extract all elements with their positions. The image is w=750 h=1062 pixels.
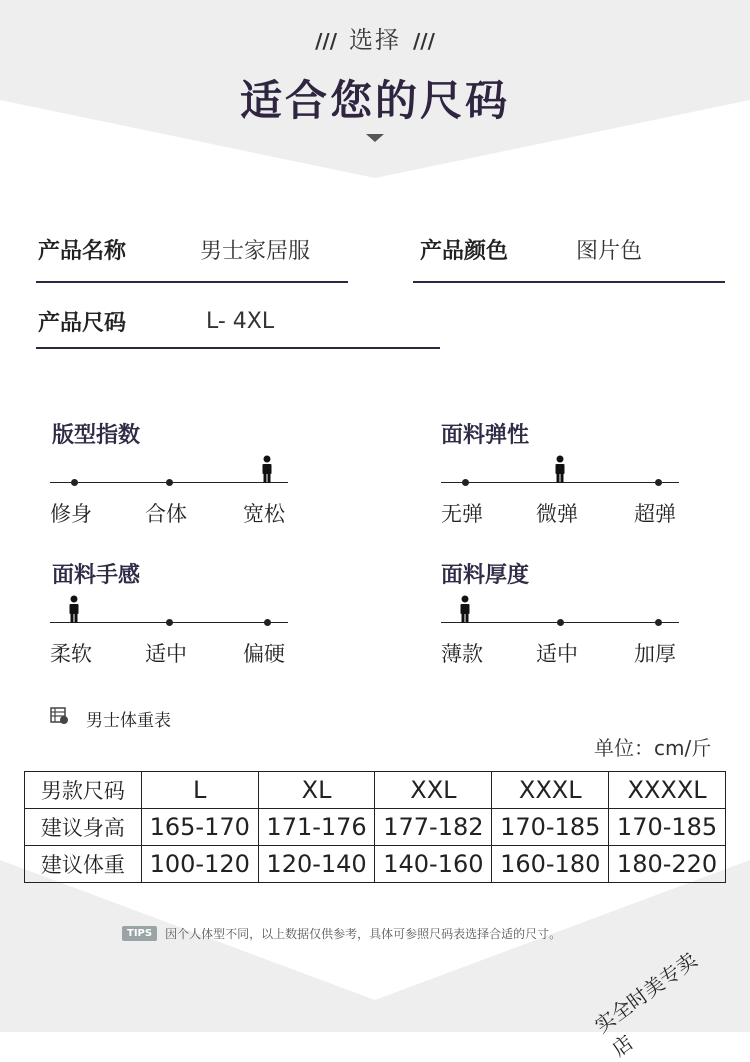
scale-dot: [557, 619, 564, 626]
table-cell: 170-185: [609, 809, 726, 846]
table-cell: 120-140: [258, 846, 375, 883]
page-title: 适合您的尺码: [239, 76, 510, 125]
table-cell: 男款尺码: [25, 772, 142, 809]
scale-title: 面料弹性: [441, 423, 530, 448]
tips-badge: TIPS: [122, 926, 157, 941]
chart-caption: 男士体重表: [86, 711, 171, 731]
scale-tick-label: 适中: [536, 642, 578, 666]
table-cell: 170-185: [492, 809, 609, 846]
scale-dot: [655, 619, 662, 626]
header-small-title: [0, 20, 750, 55]
scale-dot: [166, 479, 173, 486]
product-name-value: 男士家居服: [200, 239, 311, 264]
scale-tick-label: 合体: [145, 502, 187, 526]
unit-label: 单位：cm/斤: [594, 736, 712, 760]
table-cell: 100-120: [141, 846, 258, 883]
table-cell: 180-220: [609, 846, 726, 883]
header-small-text: 选择: [349, 26, 401, 54]
scale-tick-label: 适中: [145, 642, 187, 666]
product-size-underline: [36, 347, 440, 349]
scale-tick-label: 偏硬: [243, 642, 285, 666]
table-cell: L: [141, 772, 258, 809]
scale-dot: [655, 479, 662, 486]
table-cell: XXXXL: [609, 772, 726, 809]
scale-tick-label: 修身: [50, 502, 92, 526]
scale-tick-label: 薄款: [441, 642, 483, 666]
person-marker-icon: [553, 455, 567, 483]
product-color-value: 图片色: [576, 239, 643, 264]
store-watermark: 实全时美专卖店: [590, 947, 702, 1062]
size-table: [24, 771, 726, 883]
scale-tick-label: 柔软: [50, 642, 92, 666]
product-size-value: L- 4XL: [206, 309, 275, 334]
table-cell: 177-182: [375, 809, 492, 846]
scale-title: 面料手感: [52, 563, 141, 588]
table-cell: 160-180: [492, 846, 609, 883]
tips-text: 因个人体型不同，以上数据仅供参考，具体可参照尺码表选择合适的尺寸。: [165, 927, 562, 941]
table-cell: XXXL: [492, 772, 609, 809]
scale-tick-label: 微弹: [536, 502, 578, 526]
table-cell: 建议身高: [25, 809, 142, 846]
table-cell: 140-160: [375, 846, 492, 883]
table-row: [25, 846, 726, 883]
table-cell: 171-176: [258, 809, 375, 846]
scale-tick-label: 加厚: [634, 642, 676, 666]
header-left-dashes: ///: [315, 29, 337, 53]
table-row: [25, 809, 726, 846]
scale-dot: [462, 479, 469, 486]
product-color-underline: [413, 281, 725, 283]
scale-tick-label: 超弹: [634, 502, 676, 526]
header-right-dashes: ///: [413, 29, 435, 53]
person-marker-icon: [458, 595, 472, 623]
scale-title: 版型指数: [52, 423, 141, 448]
table-icon: [50, 707, 70, 725]
scale-tick-label: 宽松: [243, 502, 285, 526]
table-header-row: [25, 772, 726, 809]
tips-row: [122, 925, 561, 942]
scale-title: 面料厚度: [441, 563, 530, 588]
person-marker-icon: [67, 595, 81, 623]
table-cell: XXL: [375, 772, 492, 809]
product-color-label: 产品颜色: [420, 239, 509, 264]
product-name-label: 产品名称: [38, 239, 127, 264]
product-size-label: 产品尺码: [38, 311, 127, 336]
table-cell: 165-170: [141, 809, 258, 846]
scale-tick-label: 无弹: [441, 502, 483, 526]
scale-dot: [71, 479, 78, 486]
product-name-underline: [36, 281, 348, 283]
person-marker-icon: [260, 455, 274, 483]
scale-dot: [166, 619, 173, 626]
scale-dot: [264, 619, 271, 626]
table-cell: XL: [258, 772, 375, 809]
table-cell: 建议体重: [25, 846, 142, 883]
